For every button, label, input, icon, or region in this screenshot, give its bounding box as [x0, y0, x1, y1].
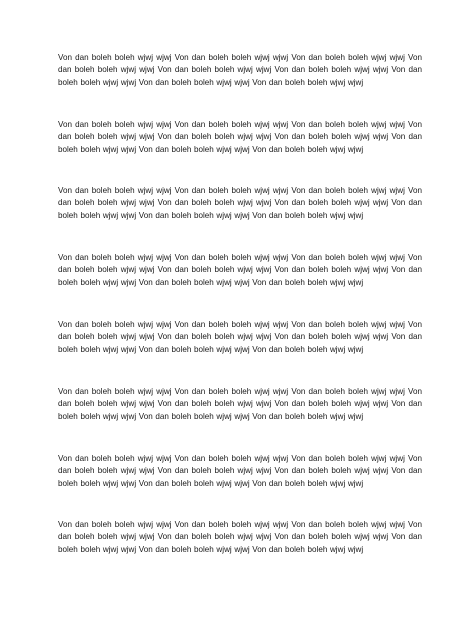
paragraph-6: Von dan boleh boleh wjwj wjwj Von dan boleh boleh wjwj wjwj Von dan boleh boleh wjwj wjwj Von dan boleh boleh wjwj wjwj Von dan boleh boleh wjwj wjwj Von dan boleh boleh wjwj wjwj Von dan boleh boleh wjwj wjwj Von dan boleh boleh wjwj wjwj Von dan boleh boleh wjwj wjwj — [58, 387, 422, 421]
paragraph-4: Von dan boleh boleh wjwj wjwj Von dan boleh boleh wjwj wjwj Von dan boleh boleh wjwj wjwj Von dan boleh boleh wjwj wjwj Von dan boleh boleh wjwj wjwj Von dan boleh boleh wjwj wjwj Von dan boleh boleh wjwj wjwj Von dan boleh boleh wjwj wjwj Von dan boleh boleh wjwj wjwj — [58, 253, 422, 287]
paragraph-8: Von dan boleh boleh wjwj wjwj Von dan boleh boleh wjwj wjwj Von dan boleh boleh wjwj wjwj Von dan boleh boleh wjwj wjwj Von dan boleh boleh wjwj wjwj Von dan boleh boleh wjwj wjwj Von dan boleh boleh wjwj wjwj Von dan boleh boleh wjwj wjwj Von dan boleh boleh wjwj wjwj — [58, 520, 422, 554]
paragraph-2: Von dan boleh boleh wjwj wjwj Von dan boleh boleh wjwj wjwj Von dan boleh boleh wjwj wjwj Von dan boleh boleh wjwj wjwj Von dan boleh boleh wjwj wjwj Von dan boleh boleh wjwj wjwj Von dan boleh boleh wjwj wjwj Von dan boleh boleh wjwj wjwj Von dan boleh boleh wjwj wjwj — [58, 120, 422, 154]
paragraph-1: Von dan boleh boleh wjwj wjwj Von dan boleh boleh wjwj wjwj Von dan boleh boleh wjwj wjwj Von dan boleh boleh wjwj wjwj Von dan boleh boleh wjwj wjwj Von dan boleh boleh wjwj wjwj Von dan boleh boleh wjwj wjwj Von dan boleh boleh wjwj wjwj Von dan boleh boleh wjwj wjwj — [58, 53, 422, 87]
paragraph-3: Von dan boleh boleh wjwj wjwj Von dan boleh boleh wjwj wjwj Von dan boleh boleh wjwj wjwj Von dan boleh boleh wjwj wjwj Von dan boleh boleh wjwj wjwj Von dan boleh boleh wjwj wjwj Von dan boleh boleh wjwj wjwj Von dan boleh boleh wjwj wjwj Von dan boleh boleh wjwj wjwj — [58, 186, 422, 220]
paragraph-5: Von dan boleh boleh wjwj wjwj Von dan boleh boleh wjwj wjwj Von dan boleh boleh wjwj wjwj Von dan boleh boleh wjwj wjwj Von dan boleh boleh wjwj wjwj Von dan boleh boleh wjwj wjwj Von dan boleh boleh wjwj wjwj Von dan boleh boleh wjwj wjwj Von dan boleh boleh wjwj wjwj — [58, 320, 422, 354]
paragraph-7: Von dan boleh boleh wjwj wjwj Von dan boleh boleh wjwj wjwj Von dan boleh boleh wjwj wjwj Von dan boleh boleh wjwj wjwj Von dan boleh boleh wjwj wjwj Von dan boleh boleh wjwj wjwj Von dan boleh boleh wjwj wjwj Von dan boleh boleh wjwj wjwj Von dan boleh boleh wjwj wjwj — [58, 454, 422, 488]
